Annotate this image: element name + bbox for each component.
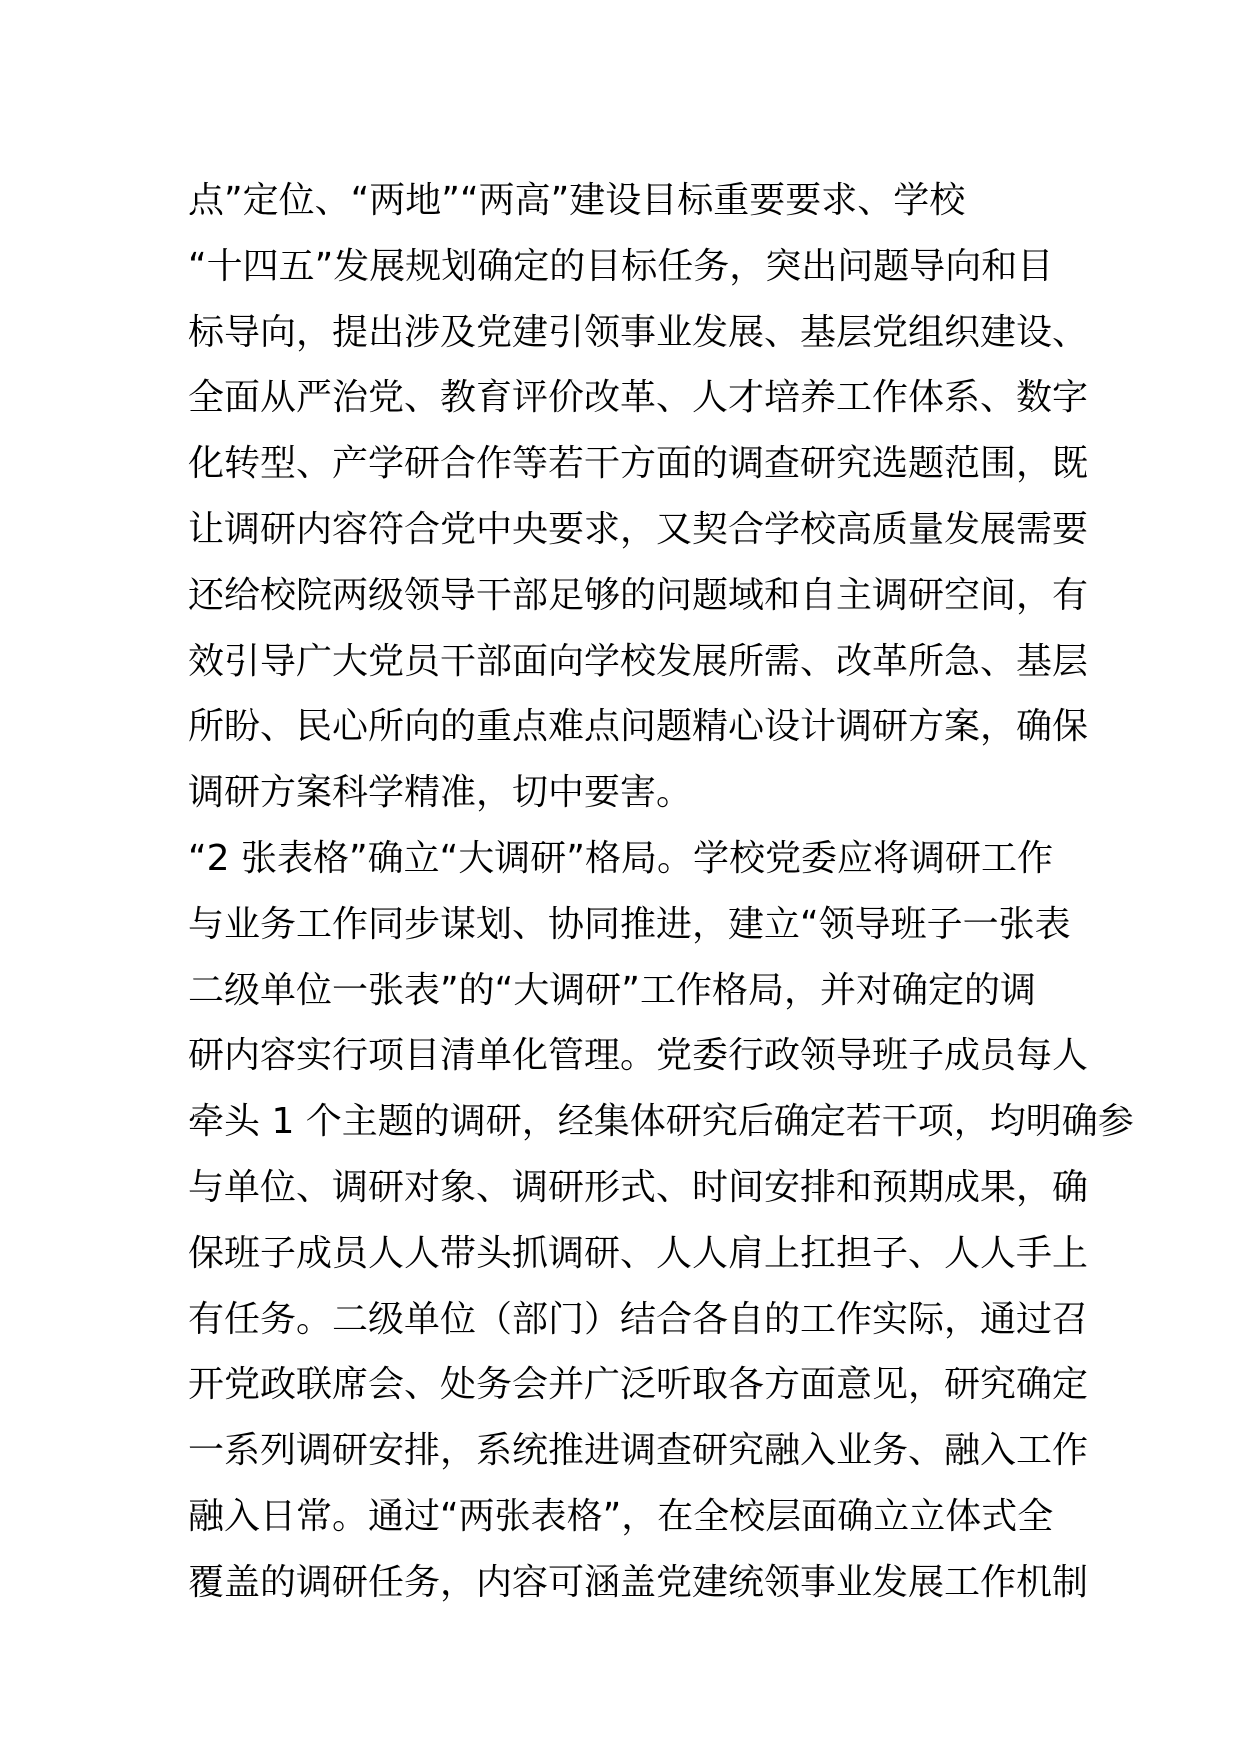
body-text [188,168,1134,1616]
text-line: 全面从严治党、教育评价改革、人才培养工作体系、数字 [188,377,1089,419]
text-line: 覆盖的调研任务，内容可涵盖党建统领事业发展工作机制 [188,1561,1089,1603]
text-line: 所盼、民心所向的重点难点问题精心设计调研方案，确保 [188,706,1089,748]
text-line: 化转型、产学研合作等若干方面的调查研究选题范围，既 [188,443,1089,485]
text-line: 融入日常。通过“两张表格”，在全校层面确立立体式全 [188,1495,1054,1537]
text-line: 保班子成员人人带头抓调研、人人肩上扛担子、人人手上 [188,1232,1089,1274]
text-line: 与业务工作同步谋划、协同推进，建立“领导班子一张表 [188,903,1071,945]
text-line: 开党政联席会、处务会并广泛听取各方面意见，研究确定 [188,1364,1089,1406]
text-line: 与单位、调研对象、调研形式、时间安排和预期成果，确 [188,1166,1089,1208]
text-line: 效引导广大党员干部面向学校发展所需、改革所急、基层 [188,640,1089,682]
text-line: 一系列调研安排，系统推进调查研究融入业务、融入工作 [188,1430,1089,1472]
text-line: 还给校院两级领导干部足够的问题域和自主调研空间，有 [188,574,1089,616]
text-line: 调研方案科学精准，切中要害。 [188,772,693,814]
text-line: 二级单位一张表”的“大调研”工作格局，并对确定的调 [188,969,1036,1011]
text-line: “十四五”发展规划确定的目标任务，突出问题导向和目 [188,245,1054,287]
text-line: “2 张表格”确立“大调研”格局。学校党委应将调研工作 [188,837,1053,879]
text-line: 牵头 1 个主题的调研，经集体研究后确定若干项，均明确参 [188,1101,1134,1143]
text-line: 让调研内容符合党中央要求，又契合学校高质量发展需要 [188,508,1089,550]
text-line: 研内容实行项目清单化管理。党委行政领导班子成员每人 [188,1035,1089,1077]
text-line: 有任务。二级单位（部门）结合各自的工作实际，通过召 [188,1298,1089,1340]
text-line: 标导向，提出涉及党建引领事业发展、基层党组织建设、 [188,311,1089,353]
text-line: 点”定位、“两地”“两高”建设目标重要要求、学校 [188,180,966,221]
